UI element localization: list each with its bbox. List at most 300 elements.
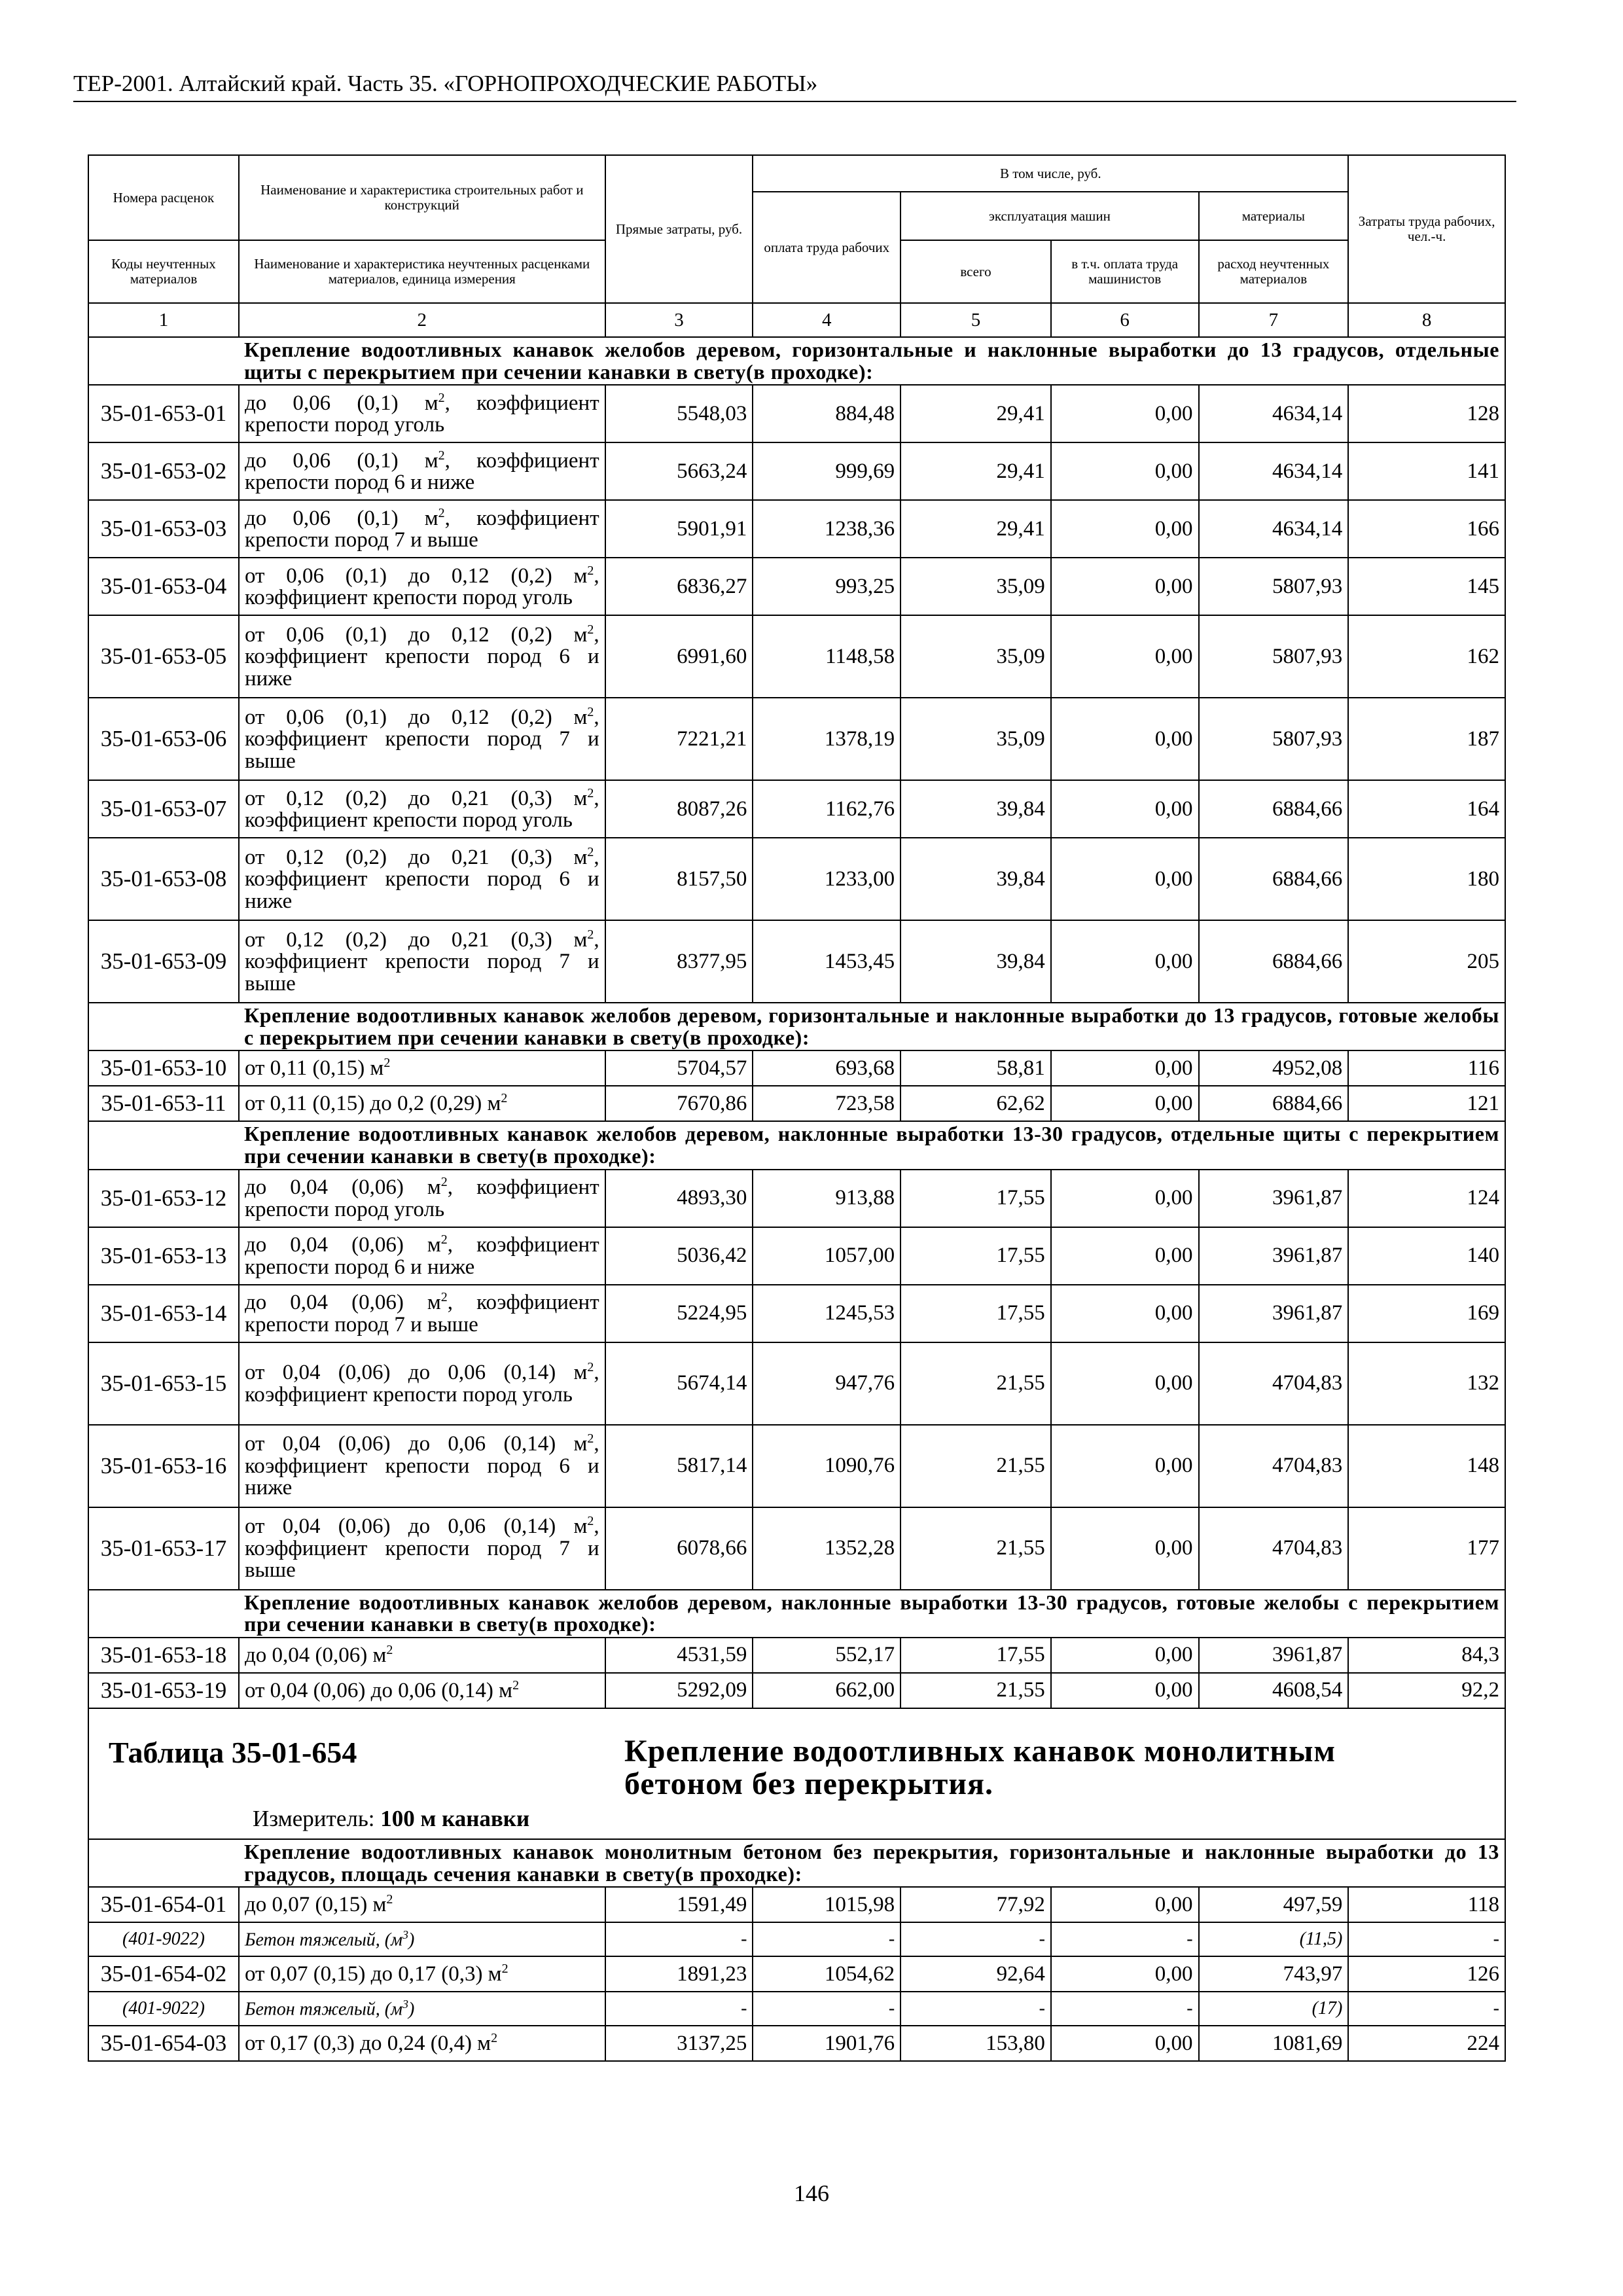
rate-code: 35-01-653-19 — [88, 1673, 239, 1708]
value-cell: 6884,66 — [1199, 920, 1349, 1003]
material-row — [88, 1922, 1505, 1956]
table-row — [88, 1050, 1505, 1086]
section-spacer — [88, 1121, 239, 1169]
value-cell: 4634,14 — [1199, 385, 1349, 442]
value-cell: (17) — [1199, 1992, 1349, 2026]
value-cell: 17,55 — [901, 1638, 1051, 1673]
col-number: 7 — [1199, 303, 1349, 337]
rate-name-unit-power: 2 — [587, 927, 594, 942]
rate-code: 35-01-653-10 — [88, 1050, 239, 1086]
value-cell: 29,41 — [901, 442, 1051, 500]
value-cell: - — [1051, 1992, 1199, 2026]
value-cell: 4704,83 — [1199, 1342, 1349, 1425]
value-cell: 6884,66 — [1199, 1086, 1349, 1121]
col-machines-labor: в т.ч. оплата труда машинистов — [1051, 240, 1199, 303]
value-cell: 224 — [1348, 2026, 1505, 2061]
value-cell: 4704,83 — [1199, 1507, 1349, 1590]
value-cell: 0,00 — [1051, 1227, 1199, 1285]
rate-name-unit-power: 2 — [587, 622, 594, 637]
rate-name-unit-power: 2 — [383, 1056, 391, 1071]
rate-name-text: от 0,11 (0,15) м — [244, 1056, 384, 1081]
value-cell: 5807,93 — [1199, 698, 1349, 780]
rates-table — [88, 154, 1506, 1709]
value-cell: 662,00 — [753, 1673, 901, 1708]
rate-name-text: до 0,04 (0,06) м — [244, 1175, 441, 1199]
material-name-text: ) — [408, 1929, 415, 1950]
rate-name-unit-power: 2 — [501, 1091, 508, 1106]
rate-name — [239, 1227, 605, 1285]
rate-code: 35-01-653-15 — [88, 1342, 239, 1425]
rate-name-text: до 0,06 (0,1) м — [244, 448, 438, 473]
col-labor-costs: Затраты труда рабочих, чел.-ч. — [1348, 155, 1505, 303]
rate-name-text: от 0,12 (0,2) до 0,21 (0,3) м — [244, 786, 588, 810]
rate-name-text: от 0,12 (0,2) до 0,21 (0,3) м — [244, 927, 588, 952]
rate-name-unit-power: 2 — [438, 505, 445, 520]
value-cell: 0,00 — [1051, 442, 1199, 500]
rate-name-text: , коэффициент крепости пород уголь — [244, 391, 599, 437]
value-cell: 4704,83 — [1199, 1425, 1349, 1507]
section-title: Крепление водоотливных канавок желобов деревом, горизонтальные и наклонные выработки до 13 градусов, отдельные щиты с перекрытием при сечении канавки в свету(в проходке): — [239, 337, 1505, 385]
value-cell: (11,5) — [1199, 1922, 1349, 1956]
rate-name — [239, 385, 605, 442]
col-direct-costs: Прямые затраты, руб. — [605, 155, 753, 303]
table-row — [88, 1425, 1505, 1507]
rate-code: 35-01-653-17 — [88, 1507, 239, 1590]
material-code: (401-9022) — [88, 1922, 239, 1956]
table-2-header — [88, 1708, 1506, 1840]
rate-code: 35-01-653-09 — [88, 920, 239, 1003]
rate-name-text: до 0,07 (0,15) м — [244, 1893, 387, 1917]
rate-code: 35-01-653-01 — [88, 385, 239, 442]
col-number: 1 — [88, 303, 239, 337]
rate-name-unit-power: 2 — [440, 1289, 448, 1304]
rate-name-text: от 0,04 (0,06) до 0,06 (0,14) м — [244, 1432, 588, 1456]
value-cell: 1891,23 — [605, 1956, 753, 1992]
value-cell: - — [1348, 1922, 1505, 1956]
value-cell: 1148,58 — [753, 615, 901, 698]
material-unit-power: 3 — [402, 1998, 408, 2011]
value-cell: 39,84 — [901, 838, 1051, 920]
value-cell: 17,55 — [901, 1227, 1051, 1285]
value-cell: 21,55 — [901, 1425, 1051, 1507]
value-cell: 4608,54 — [1199, 1673, 1349, 1708]
rate-name-text: от 0,11 (0,15) до 0,2 (0,29) м — [244, 1092, 501, 1116]
rate-name-unit-power: 2 — [587, 1514, 594, 1529]
value-cell: 0,00 — [1051, 1507, 1199, 1590]
rate-name — [239, 1050, 605, 1086]
rate-name — [239, 2026, 605, 2061]
col-machines: эксплуатация машин — [901, 192, 1198, 240]
value-cell: 4893,30 — [605, 1170, 753, 1227]
value-cell: 0,00 — [1051, 1170, 1199, 1227]
rate-name — [239, 442, 605, 500]
table-row — [88, 1227, 1505, 1285]
value-cell: 1238,36 — [753, 500, 901, 558]
value-cell: 0,00 — [1051, 558, 1199, 615]
rate-name — [239, 780, 605, 838]
col-work-name: Наименование и характеристика строительных работ и конструкций — [239, 155, 605, 240]
material-name-text: Бетон тяжелый, (м — [244, 1999, 402, 2020]
value-cell: 1054,62 — [753, 1956, 901, 1992]
rate-name-unit-power: 2 — [386, 1642, 393, 1657]
rate-code: 35-01-653-12 — [88, 1170, 239, 1227]
value-cell: - — [605, 1922, 753, 1956]
rate-name-unit-power: 2 — [438, 390, 445, 405]
value-cell: 177 — [1348, 1507, 1505, 1590]
rate-name — [239, 1342, 605, 1425]
value-cell: 884,48 — [753, 385, 901, 442]
value-cell: 0,00 — [1051, 1425, 1199, 1507]
rate-name — [239, 615, 605, 698]
value-cell: 21,55 — [901, 1673, 1051, 1708]
value-cell: 5817,14 — [605, 1425, 753, 1507]
value-cell: 1081,69 — [1199, 2026, 1349, 2061]
material-code: (401-9022) — [88, 1992, 239, 2026]
rate-name-text: до 0,04 (0,06) м — [244, 1643, 387, 1667]
rate-name-unit-power: 2 — [587, 1359, 594, 1374]
value-cell: 723,58 — [753, 1086, 901, 1121]
rate-name — [239, 1673, 605, 1708]
value-cell: 999,69 — [753, 442, 901, 500]
col-materials: материалы — [1199, 192, 1349, 240]
value-cell: 6078,66 — [605, 1507, 753, 1590]
meter-label: Измеритель: — [253, 1806, 375, 1831]
value-cell: 58,81 — [901, 1050, 1051, 1086]
rate-name — [239, 698, 605, 780]
value-cell: 913,88 — [753, 1170, 901, 1227]
rate-name-unit-power: 2 — [491, 2031, 498, 2046]
value-cell: 0,00 — [1051, 385, 1199, 442]
col-rate-numbers: Номера расценок — [88, 155, 239, 240]
col-number: 2 — [239, 303, 605, 337]
rate-name-text: от 0,06 (0,1) до 0,12 (0,2) м — [244, 705, 588, 729]
rate-code: 35-01-653-11 — [88, 1086, 239, 1121]
value-cell: 1233,00 — [753, 838, 901, 920]
value-cell: 164 — [1348, 780, 1505, 838]
value-cell: - — [901, 1992, 1051, 2026]
table-row — [88, 780, 1505, 838]
value-cell: 29,41 — [901, 385, 1051, 442]
rate-name-text: , коэффициент крепости пород 7 и выше — [244, 506, 599, 552]
value-cell: 3961,87 — [1199, 1285, 1349, 1342]
rate-name-text: , коэффициент крепости пород уголь — [244, 1360, 599, 1407]
table-row — [88, 442, 1505, 500]
section-row — [88, 1003, 1505, 1050]
col-number: 6 — [1051, 303, 1199, 337]
value-cell: 5704,57 — [605, 1050, 753, 1086]
value-cell: 128 — [1348, 385, 1505, 442]
col-number: 4 — [753, 303, 901, 337]
col-labor-pay: оплата труда рабочих — [753, 192, 901, 303]
rate-name-unit-power: 2 — [440, 1232, 448, 1247]
table-row — [88, 1170, 1505, 1227]
rate-name-unit-power: 2 — [587, 704, 594, 719]
rate-name-text: , коэффициент крепости пород уголь — [244, 786, 599, 833]
value-cell: 17,55 — [901, 1170, 1051, 1227]
value-cell: 1162,76 — [753, 780, 901, 838]
value-cell: 7221,21 — [605, 698, 753, 780]
value-cell: 1591,49 — [605, 1887, 753, 1922]
value-cell: 3961,87 — [1199, 1170, 1349, 1227]
value-cell: 205 — [1348, 920, 1505, 1003]
rate-name-text: , коэффициент крепости пород 6 и ниже — [244, 1432, 599, 1500]
rate-code: 35-01-653-06 — [88, 698, 239, 780]
rate-name-unit-power: 2 — [501, 1962, 508, 1977]
value-cell: 35,09 — [901, 615, 1051, 698]
col-number: 5 — [901, 303, 1051, 337]
page-header: ТЕР-2001. Алтайский край. Часть 35. «ГОРНОПРОХОДЧЕСКИЕ РАБОТЫ» — [73, 71, 1516, 102]
value-cell: 0,00 — [1051, 2026, 1199, 2061]
value-cell: 0,00 — [1051, 1956, 1199, 1992]
meter-value: 100 м канавки — [380, 1806, 530, 1831]
table-row — [88, 1956, 1505, 1992]
value-cell: 118 — [1348, 1887, 1505, 1922]
value-cell: 6836,27 — [605, 558, 753, 615]
table-row — [88, 1507, 1505, 1590]
rate-name-text: , коэффициент крепости пород 7 и выше — [244, 1515, 599, 1583]
section-title: Крепление водоотливных канавок желобов деревом, наклонные выработки 13-30 градусов, отдельные щиты с перекрытием при сечении канавки в свету(в проходке): — [239, 1121, 1505, 1169]
rate-code: 35-01-653-13 — [88, 1227, 239, 1285]
material-name-text: Бетон тяжелый, (м — [244, 1929, 402, 1950]
section-spacer — [88, 337, 239, 385]
value-cell: 1453,45 — [753, 920, 901, 1003]
rate-name-text: от 0,07 (0,15) до 0,17 (0,3) м — [244, 1962, 502, 1986]
rate-code: 35-01-653-03 — [88, 500, 239, 558]
table-row — [88, 2026, 1505, 2061]
value-cell: 187 — [1348, 698, 1505, 780]
value-cell: 5036,42 — [605, 1227, 753, 1285]
material-name — [239, 1992, 605, 2026]
value-cell: 116 — [1348, 1050, 1505, 1086]
value-cell: - — [901, 1922, 1051, 1956]
value-cell: 92,2 — [1348, 1673, 1505, 1708]
value-cell: 0,00 — [1051, 698, 1199, 780]
value-cell: 7670,86 — [605, 1086, 753, 1121]
table-row — [88, 385, 1505, 442]
section-title: Крепление водоотливных канавок монолитным бетоном без перекрытия, горизонтальные и наклонные выработки до 13 градусов, площадь сечения канавки в свету(в проходке): — [239, 1839, 1505, 1887]
rate-name-text: от 0,04 (0,06) до 0,06 (0,14) м — [244, 1515, 588, 1539]
col-material-codes: Коды неучтенных материалов — [88, 240, 239, 303]
rate-name-text: до 0,04 (0,06) м — [244, 1290, 441, 1314]
value-cell: 5674,14 — [605, 1342, 753, 1425]
section-spacer — [88, 1839, 239, 1887]
rate-name-unit-power: 2 — [587, 844, 594, 859]
section-title: Крепление водоотливных канавок желобов деревом, горизонтальные и наклонные выработки до 13 градусов, готовые желобы с перекрытием при сечении канавки в свету(в проходке): — [239, 1003, 1505, 1050]
table-row — [88, 500, 1505, 558]
rate-name — [239, 1086, 605, 1121]
rate-name-unit-power: 2 — [587, 563, 594, 578]
value-cell: 21,55 — [901, 1342, 1051, 1425]
rate-code: 35-01-653-04 — [88, 558, 239, 615]
rate-name-text: , коэффициент крепости пород 7 и выше — [244, 705, 599, 774]
value-cell: 0,00 — [1051, 1050, 1199, 1086]
col-material-name: Наименование и характеристика неучтенных расценками материалов, единица измерения — [239, 240, 605, 303]
rate-name — [239, 1425, 605, 1507]
rate-code: 35-01-654-01 — [88, 1887, 239, 1922]
value-cell: 6991,60 — [605, 615, 753, 698]
rate-name — [239, 1638, 605, 1673]
rate-name-unit-power: 2 — [512, 1677, 520, 1693]
value-cell: 1378,19 — [753, 698, 901, 780]
value-cell: 62,62 — [901, 1086, 1051, 1121]
value-cell: 5224,95 — [605, 1285, 753, 1342]
rate-name-text: от 0,04 (0,06) до 0,06 (0,14) м — [244, 1360, 588, 1384]
value-cell: 145 — [1348, 558, 1505, 615]
value-cell: 1245,53 — [753, 1285, 901, 1342]
value-cell: 0,00 — [1051, 615, 1199, 698]
rates-table-2 — [88, 1839, 1506, 2062]
value-cell: 993,25 — [753, 558, 901, 615]
value-cell: - — [1051, 1922, 1199, 1956]
value-cell: 743,97 — [1199, 1956, 1349, 1992]
rate-name-text: , коэффициент крепости пород 6 и ниже — [244, 448, 599, 495]
value-cell: 1090,76 — [753, 1425, 901, 1507]
value-cell: 3137,25 — [605, 2026, 753, 2061]
rate-code: 35-01-653-08 — [88, 838, 239, 920]
table-row — [88, 1285, 1505, 1342]
table-row — [88, 838, 1505, 920]
value-cell: - — [753, 1992, 901, 2026]
value-cell: 947,76 — [753, 1342, 901, 1425]
table-row — [88, 1887, 1505, 1922]
table-row — [88, 1086, 1505, 1121]
rate-name-text: от 0,06 (0,1) до 0,12 (0,2) м — [244, 564, 588, 588]
value-cell: 4634,14 — [1199, 442, 1349, 500]
rate-name — [239, 1507, 605, 1590]
page-number: 146 — [794, 2180, 829, 2206]
value-cell: 35,09 — [901, 558, 1051, 615]
value-cell: 124 — [1348, 1170, 1505, 1227]
rate-name-text: до 0,04 (0,06) м — [244, 1232, 441, 1257]
value-cell: 552,17 — [753, 1638, 901, 1673]
rate-code: 35-01-653-18 — [88, 1638, 239, 1673]
rate-name — [239, 1170, 605, 1227]
section-title: Крепление водоотливных канавок желобов деревом, наклонные выработки 13-30 градусов, готовые желобы с перекрытием при сечении канавки в свету(в проходке): — [239, 1590, 1505, 1638]
value-cell: 77,92 — [901, 1887, 1051, 1922]
value-cell: - — [605, 1992, 753, 2026]
rate-name-unit-power: 2 — [587, 1431, 594, 1446]
value-cell: 21,55 — [901, 1507, 1051, 1590]
value-cell: 39,84 — [901, 920, 1051, 1003]
value-cell: 5548,03 — [605, 385, 753, 442]
section-spacer — [88, 1003, 239, 1050]
value-cell: 6884,66 — [1199, 780, 1349, 838]
rate-name-text: от 0,04 (0,06) до 0,06 (0,14) м — [244, 1678, 513, 1702]
rate-name-text: , коэффициент крепости пород 6 и ниже — [244, 622, 599, 691]
value-cell: 17,55 — [901, 1285, 1051, 1342]
rate-name-text: , коэффициент крепости пород уголь — [244, 564, 599, 610]
rate-name — [239, 1887, 605, 1922]
value-cell: 3961,87 — [1199, 1638, 1349, 1673]
table-row — [88, 920, 1505, 1003]
table-2-title: Крепление водоотливных канавок монолитным бетоном без перекрытия. — [624, 1734, 1336, 1802]
value-cell: 693,68 — [753, 1050, 901, 1086]
value-cell: - — [1348, 1992, 1505, 2026]
rate-name-text: , коэффициент крепости пород 6 и ниже — [244, 1232, 599, 1279]
rate-name — [239, 1285, 605, 1342]
rate-name — [239, 920, 605, 1003]
value-cell: 180 — [1348, 838, 1505, 920]
material-unit-power: 3 — [402, 1928, 408, 1942]
value-cell: 8087,26 — [605, 780, 753, 838]
value-cell: 126 — [1348, 1956, 1505, 1992]
value-cell: 29,41 — [901, 500, 1051, 558]
rate-name-unit-power: 2 — [438, 448, 445, 463]
value-cell: 5807,93 — [1199, 615, 1349, 698]
col-including: В том числе, руб. — [753, 155, 1348, 192]
rate-name-text: до 0,06 (0,1) м — [244, 391, 438, 415]
rate-name-unit-power: 2 — [587, 785, 594, 800]
col-number: 8 — [1348, 303, 1505, 337]
table-row — [88, 1342, 1505, 1425]
rate-name — [239, 838, 605, 920]
value-cell: 35,09 — [901, 698, 1051, 780]
value-cell: 0,00 — [1051, 1285, 1199, 1342]
value-cell: 1057,00 — [753, 1227, 901, 1285]
section-row — [88, 1121, 1505, 1169]
rate-name-text: , коэффициент крепости пород 7 и выше — [244, 927, 599, 996]
material-name — [239, 1922, 605, 1956]
col-number: 3 — [605, 303, 753, 337]
value-cell: 6884,66 — [1199, 838, 1349, 920]
table-row — [88, 698, 1505, 780]
value-cell: 148 — [1348, 1425, 1505, 1507]
value-cell: 162 — [1348, 615, 1505, 698]
value-cell: 0,00 — [1051, 1673, 1199, 1708]
value-cell: - — [753, 1922, 901, 1956]
value-cell: 8377,95 — [605, 920, 753, 1003]
col-materials-unaccounted: расход неучтенных материалов — [1199, 240, 1349, 303]
value-cell: 0,00 — [1051, 920, 1199, 1003]
value-cell: 84,3 — [1348, 1638, 1505, 1673]
value-cell: 141 — [1348, 442, 1505, 500]
section-row — [88, 337, 1505, 385]
table-2-meter — [253, 1806, 529, 1832]
rate-name-unit-power: 2 — [386, 1892, 393, 1907]
value-cell: 497,59 — [1199, 1887, 1349, 1922]
rate-name-text: от 0,06 (0,1) до 0,12 (0,2) м — [244, 622, 588, 647]
value-cell: 92,64 — [901, 1956, 1051, 1992]
rate-code: 35-01-653-14 — [88, 1285, 239, 1342]
value-cell: 0,00 — [1051, 1342, 1199, 1425]
rate-name-text: , коэффициент крепости пород 7 и выше — [244, 1290, 599, 1336]
value-cell: 5901,91 — [605, 500, 753, 558]
value-cell: 1015,98 — [753, 1887, 901, 1922]
value-cell: 4531,59 — [605, 1638, 753, 1673]
rate-code: 35-01-654-03 — [88, 2026, 239, 2061]
value-cell: 0,00 — [1051, 780, 1199, 838]
rate-name — [239, 500, 605, 558]
value-cell: 0,00 — [1051, 500, 1199, 558]
rate-code: 35-01-653-02 — [88, 442, 239, 500]
value-cell: 5807,93 — [1199, 558, 1349, 615]
value-cell: 140 — [1348, 1227, 1505, 1285]
value-cell: 121 — [1348, 1086, 1505, 1121]
value-cell: 8157,50 — [605, 838, 753, 920]
value-cell: 0,00 — [1051, 1086, 1199, 1121]
material-row — [88, 1992, 1505, 2026]
value-cell: 153,80 — [901, 2026, 1051, 2061]
value-cell: 1352,28 — [753, 1507, 901, 1590]
value-cell: 0,00 — [1051, 838, 1199, 920]
table-row — [88, 558, 1505, 615]
value-cell: 39,84 — [901, 780, 1051, 838]
material-name-text: ) — [408, 1999, 415, 2020]
rate-name-unit-power: 2 — [440, 1174, 448, 1189]
value-cell: 5663,24 — [605, 442, 753, 500]
section-row — [88, 1839, 1505, 1887]
rate-name — [239, 558, 605, 615]
